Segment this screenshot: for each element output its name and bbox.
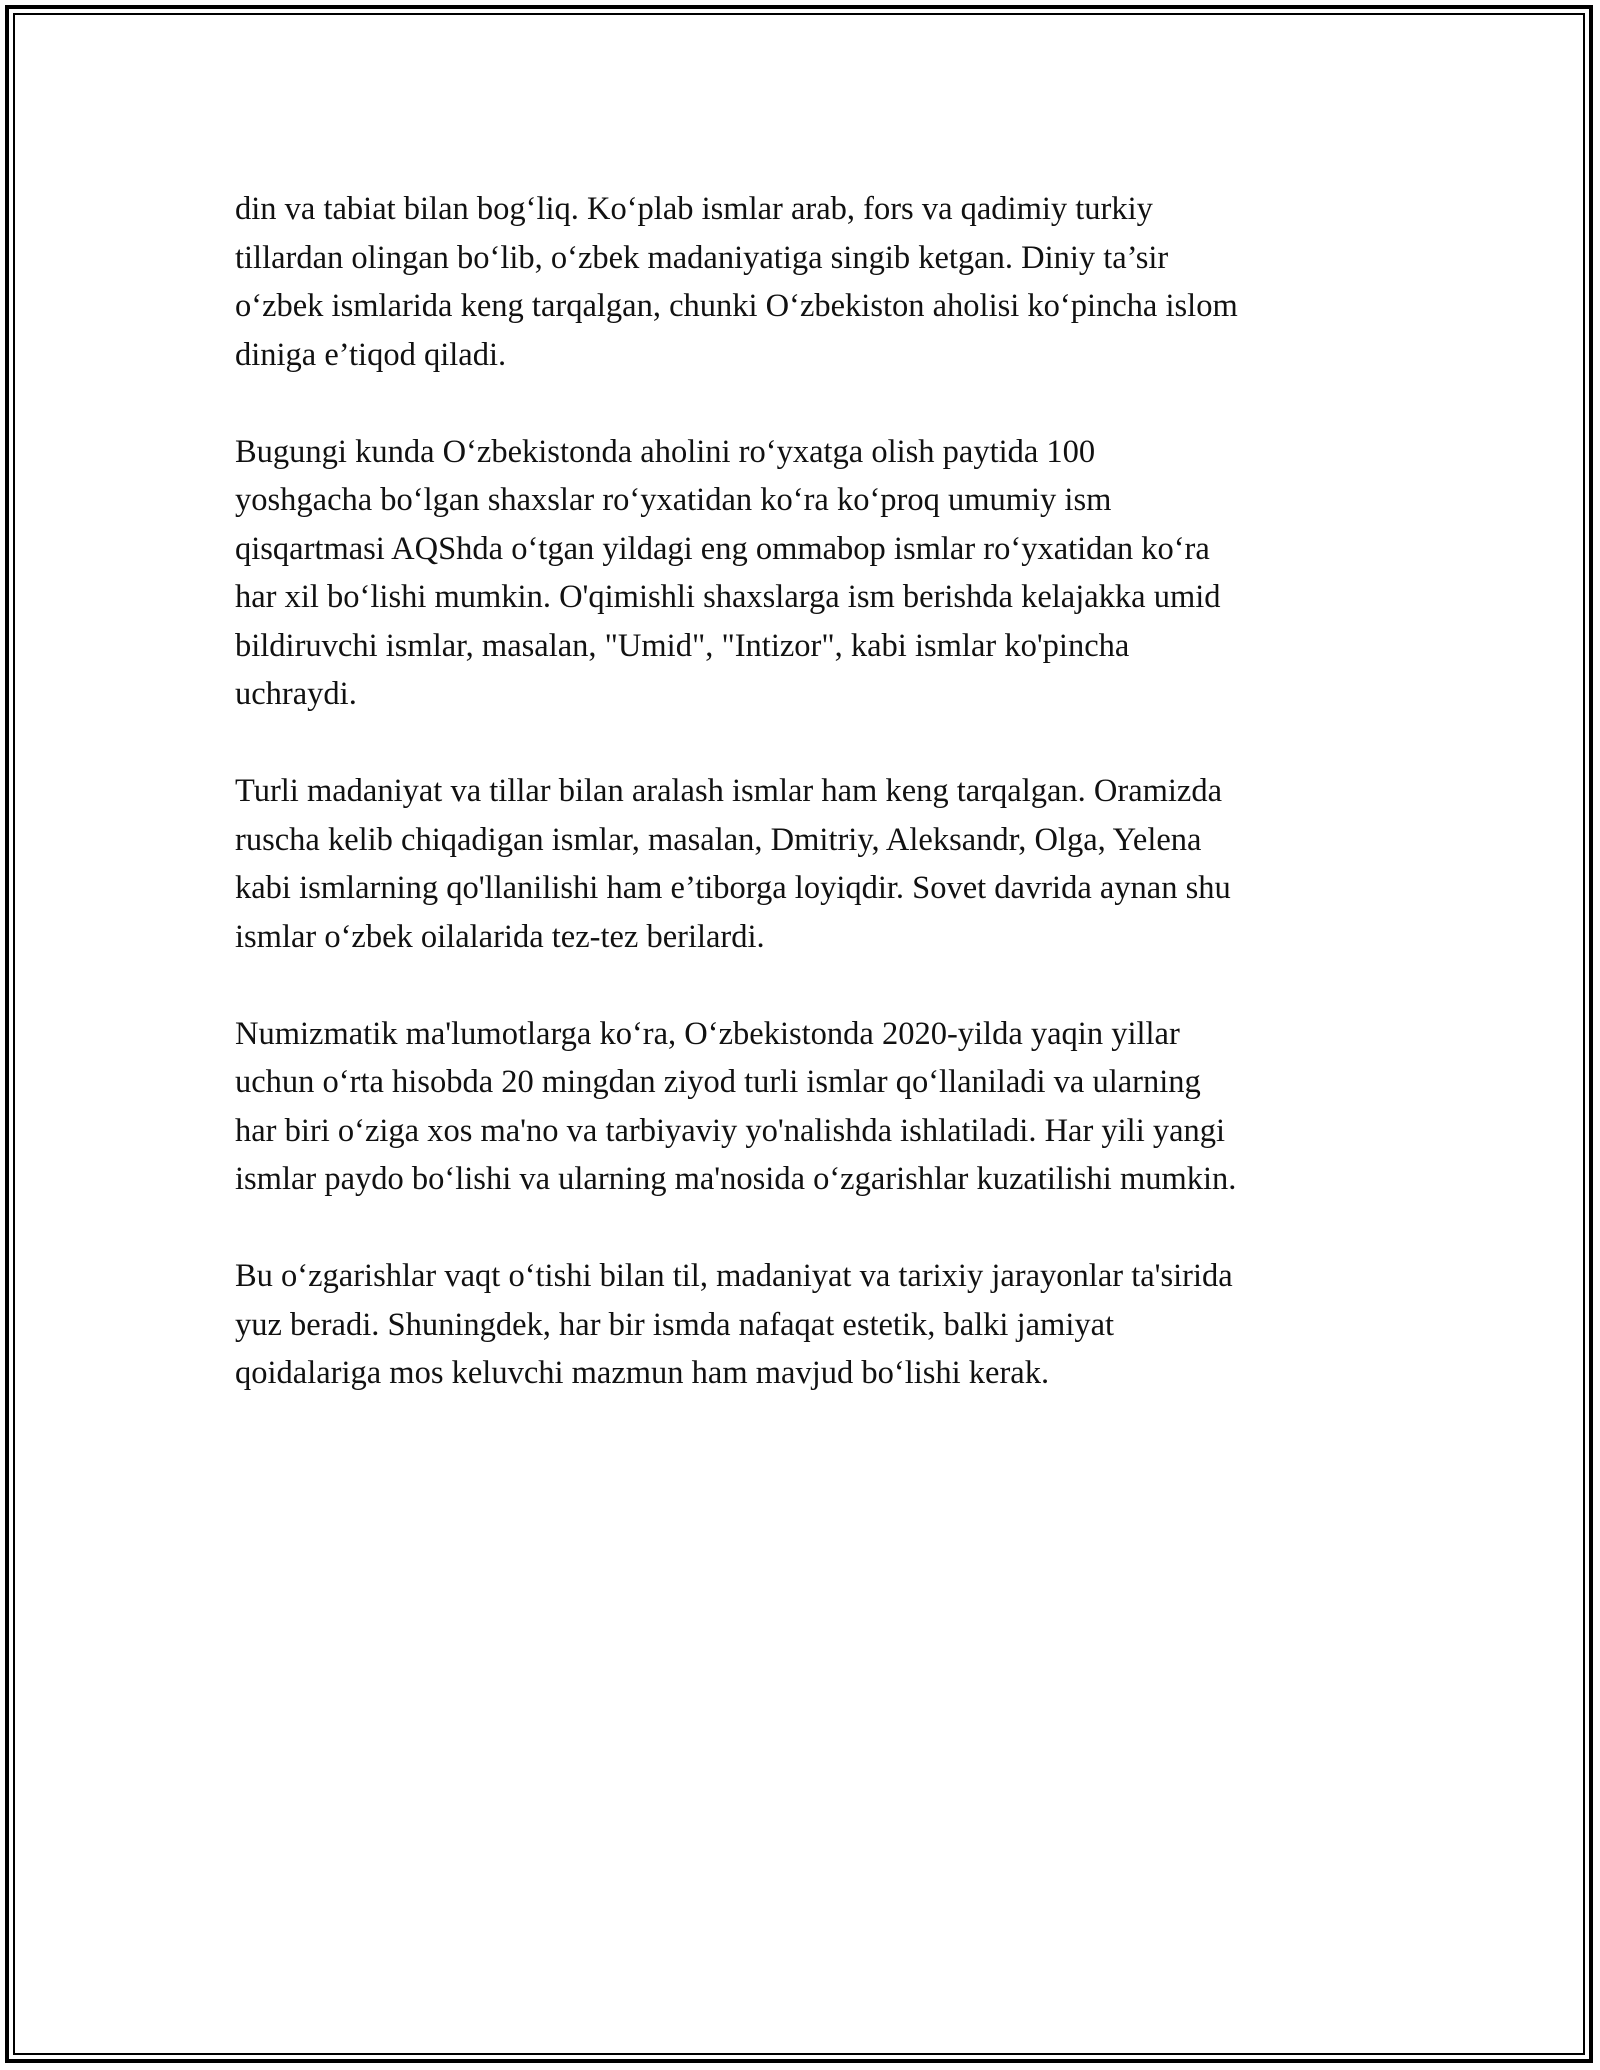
paragraph-line: har biri o‘ziga xos ma'no va tarbiyaviy yo'nalishda ishlatiladi. Har yili yangi <box>235 1112 1226 1149</box>
paragraph-line: qisqartmasi AQShda o‘tgan yildagi eng ommabop ismlar ro‘yxatidan ko‘ra <box>235 530 1210 567</box>
paragraph-line: kabi ismlarning qo'llanilishi ham e’tiborga loyiqdir. Sovet davrida aynan shu <box>235 870 1231 906</box>
paragraph-line: ruscha kelib chiqadigan ismlar, masalan, Dmitriy, Aleksandr, Olga, Yelena <box>235 821 1202 858</box>
paragraph-line: Turli madaniyat va tillar bilan aralash ismlar ham keng tarqalgan. Oramizda <box>235 773 1223 809</box>
paragraph-line: har xil bo‘lishi mumkin. O'qimishli shaxslarga ism berishda kelajakka umid <box>235 579 1221 615</box>
paragraph-line: Bu o‘zgarishlar vaqt o‘tishi bilan til, madaniyat va tarixiy jarayonlar ta'sirida <box>235 1258 1233 1294</box>
document-body <box>235 185 1395 1446</box>
paragraph-line: qoidalariga mos keluvchi mazmun ham mavjud bo‘lishi kerak. <box>235 1355 1050 1391</box>
paragraph-5 <box>235 1252 1395 1398</box>
paragraph-2 <box>235 428 1395 719</box>
paragraph-4 <box>235 1010 1395 1204</box>
paragraph-line: o‘zbek ismlarida keng tarqalgan, chunki O‘zbekiston aholisi ko‘pincha islom <box>235 288 1238 324</box>
paragraph-line: ismlar o‘zbek oilalarida tez-tez berilardi. <box>235 918 765 955</box>
paragraph-1 <box>235 185 1395 379</box>
paragraph-line: uchraydi. <box>235 676 357 712</box>
paragraph-line: Bugungi kunda O‘zbekistonda aholini ro‘yxatga olish paytida 100 <box>235 433 1096 470</box>
paragraph-line: yoshgacha bo‘lgan shaxslar ro‘yxatidan ko‘ra ko‘proq umumiy ism <box>235 482 1112 518</box>
paragraph-line: din va tabiat bilan bog‘liq. Ko‘plab ismlar arab, fors va qadimiy turkiy <box>235 191 1153 227</box>
paragraph-line: Numizmatik ma'lumotlarga ko‘ra, O‘zbekistonda 2020-yilda yaqin yillar <box>235 1015 1180 1052</box>
paragraph-3 <box>235 767 1395 961</box>
paragraph-line: diniga e’tiqod qiladi. <box>235 336 507 373</box>
paragraph-line: yuz beradi. Shuningdek, har bir ismda nafaqat estetik, balki jamiyat <box>235 1306 1115 1343</box>
paragraph-line: tillardan olingan bo‘lib, o‘zbek madaniyatiga singib ketgan. Diniy ta’sir <box>235 239 1169 276</box>
paragraph-line: uchun o‘rta hisobda 20 mingdan ziyod turli ismlar qo‘llaniladi va ularning <box>235 1064 1201 1100</box>
paragraph-line: ismlar paydo bo‘lishi va ularning ma'nosida o‘zgarishlar kuzatilishi mumkin. <box>235 1161 1237 1197</box>
paragraph-line: bildiruvchi ismlar, masalan, "Umid", "Intizor", kabi ismlar ko'pincha <box>235 627 1130 664</box>
